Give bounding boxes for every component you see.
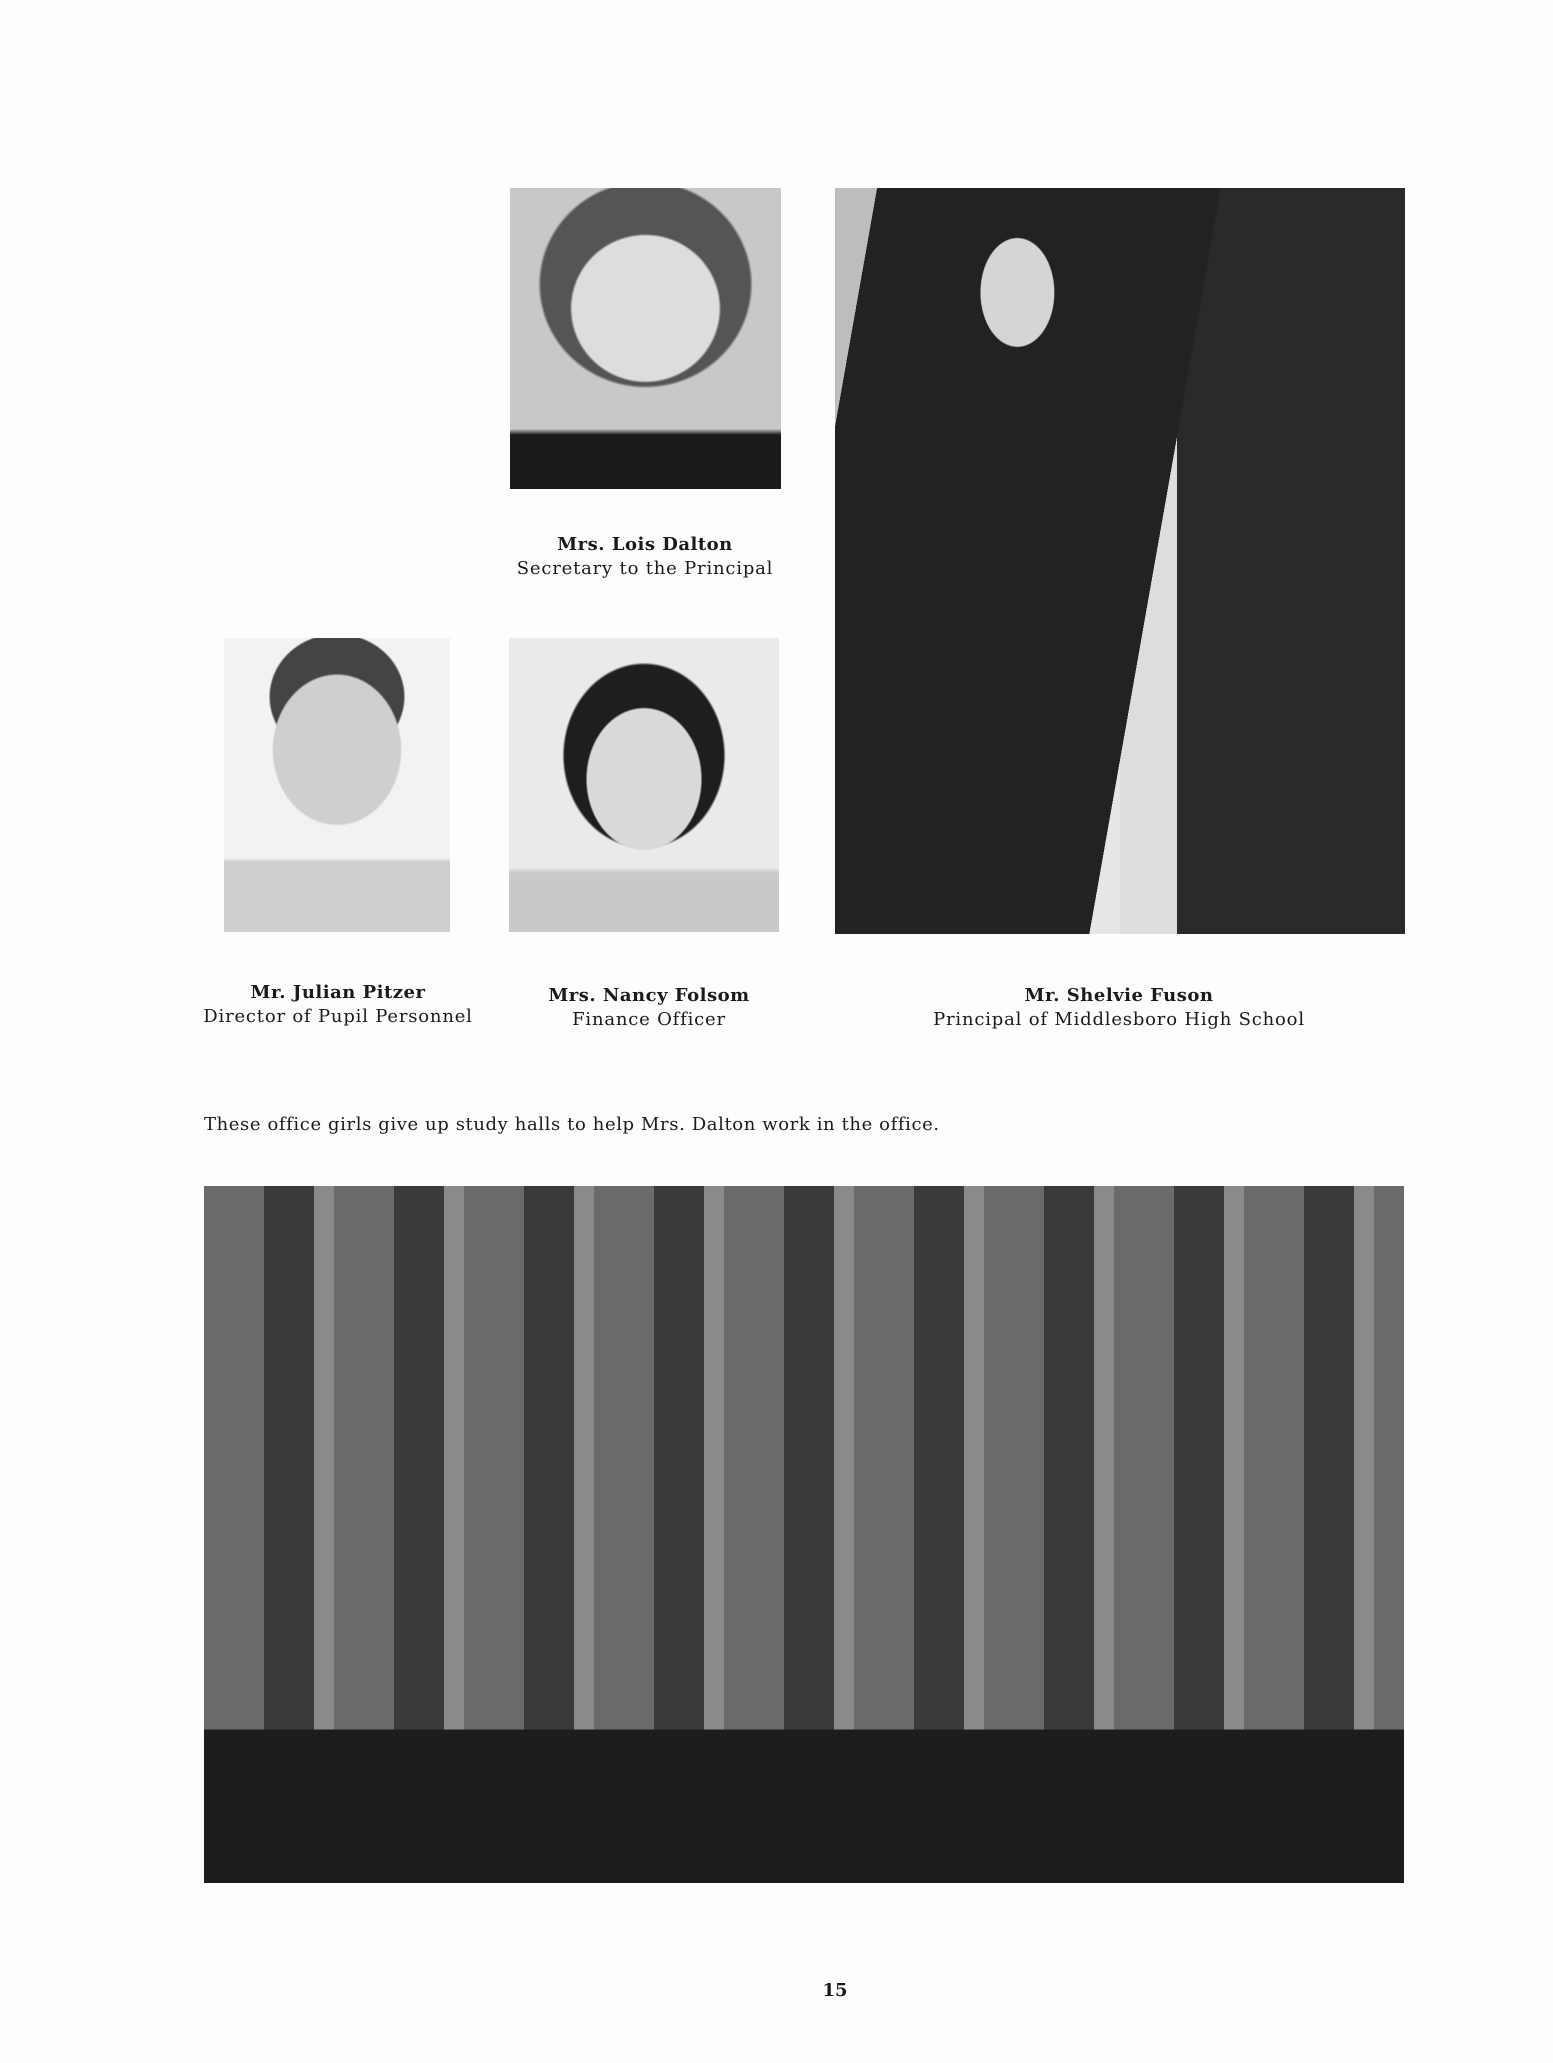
photo-shelvie-fuson bbox=[835, 188, 1405, 934]
portrait-lois-dalton bbox=[510, 188, 781, 489]
staff-name: Mr. Julian Pitzer bbox=[250, 982, 426, 1003]
caption-julian-pitzer bbox=[178, 981, 498, 1029]
portrait-nancy-folsom bbox=[509, 638, 779, 932]
portrait-julian-pitzer bbox=[224, 638, 450, 932]
page-number: 15 bbox=[822, 1980, 848, 2001]
caption-nancy-folsom bbox=[499, 984, 799, 1032]
staff-title: Finance Officer bbox=[572, 1009, 726, 1030]
staff-name: Mrs. Nancy Folsom bbox=[548, 985, 750, 1006]
photo-office-girls bbox=[204, 1186, 1404, 1883]
staff-name: Mr. Shelvie Fuson bbox=[1024, 985, 1214, 1006]
caption-shelvie-fuson bbox=[889, 984, 1349, 1032]
group-photo-caption: These office girls give up study halls to help Mrs. Dalton work in the office. bbox=[204, 1114, 940, 1135]
staff-title: Secretary to the Principal bbox=[516, 558, 774, 579]
staff-name: Mrs. Lois Dalton bbox=[557, 534, 733, 555]
caption-lois-dalton bbox=[480, 533, 810, 581]
staff-title: Principal of Middlesboro High School bbox=[933, 1009, 1305, 1030]
staff-title: Director of Pupil Personnel bbox=[203, 1006, 473, 1027]
